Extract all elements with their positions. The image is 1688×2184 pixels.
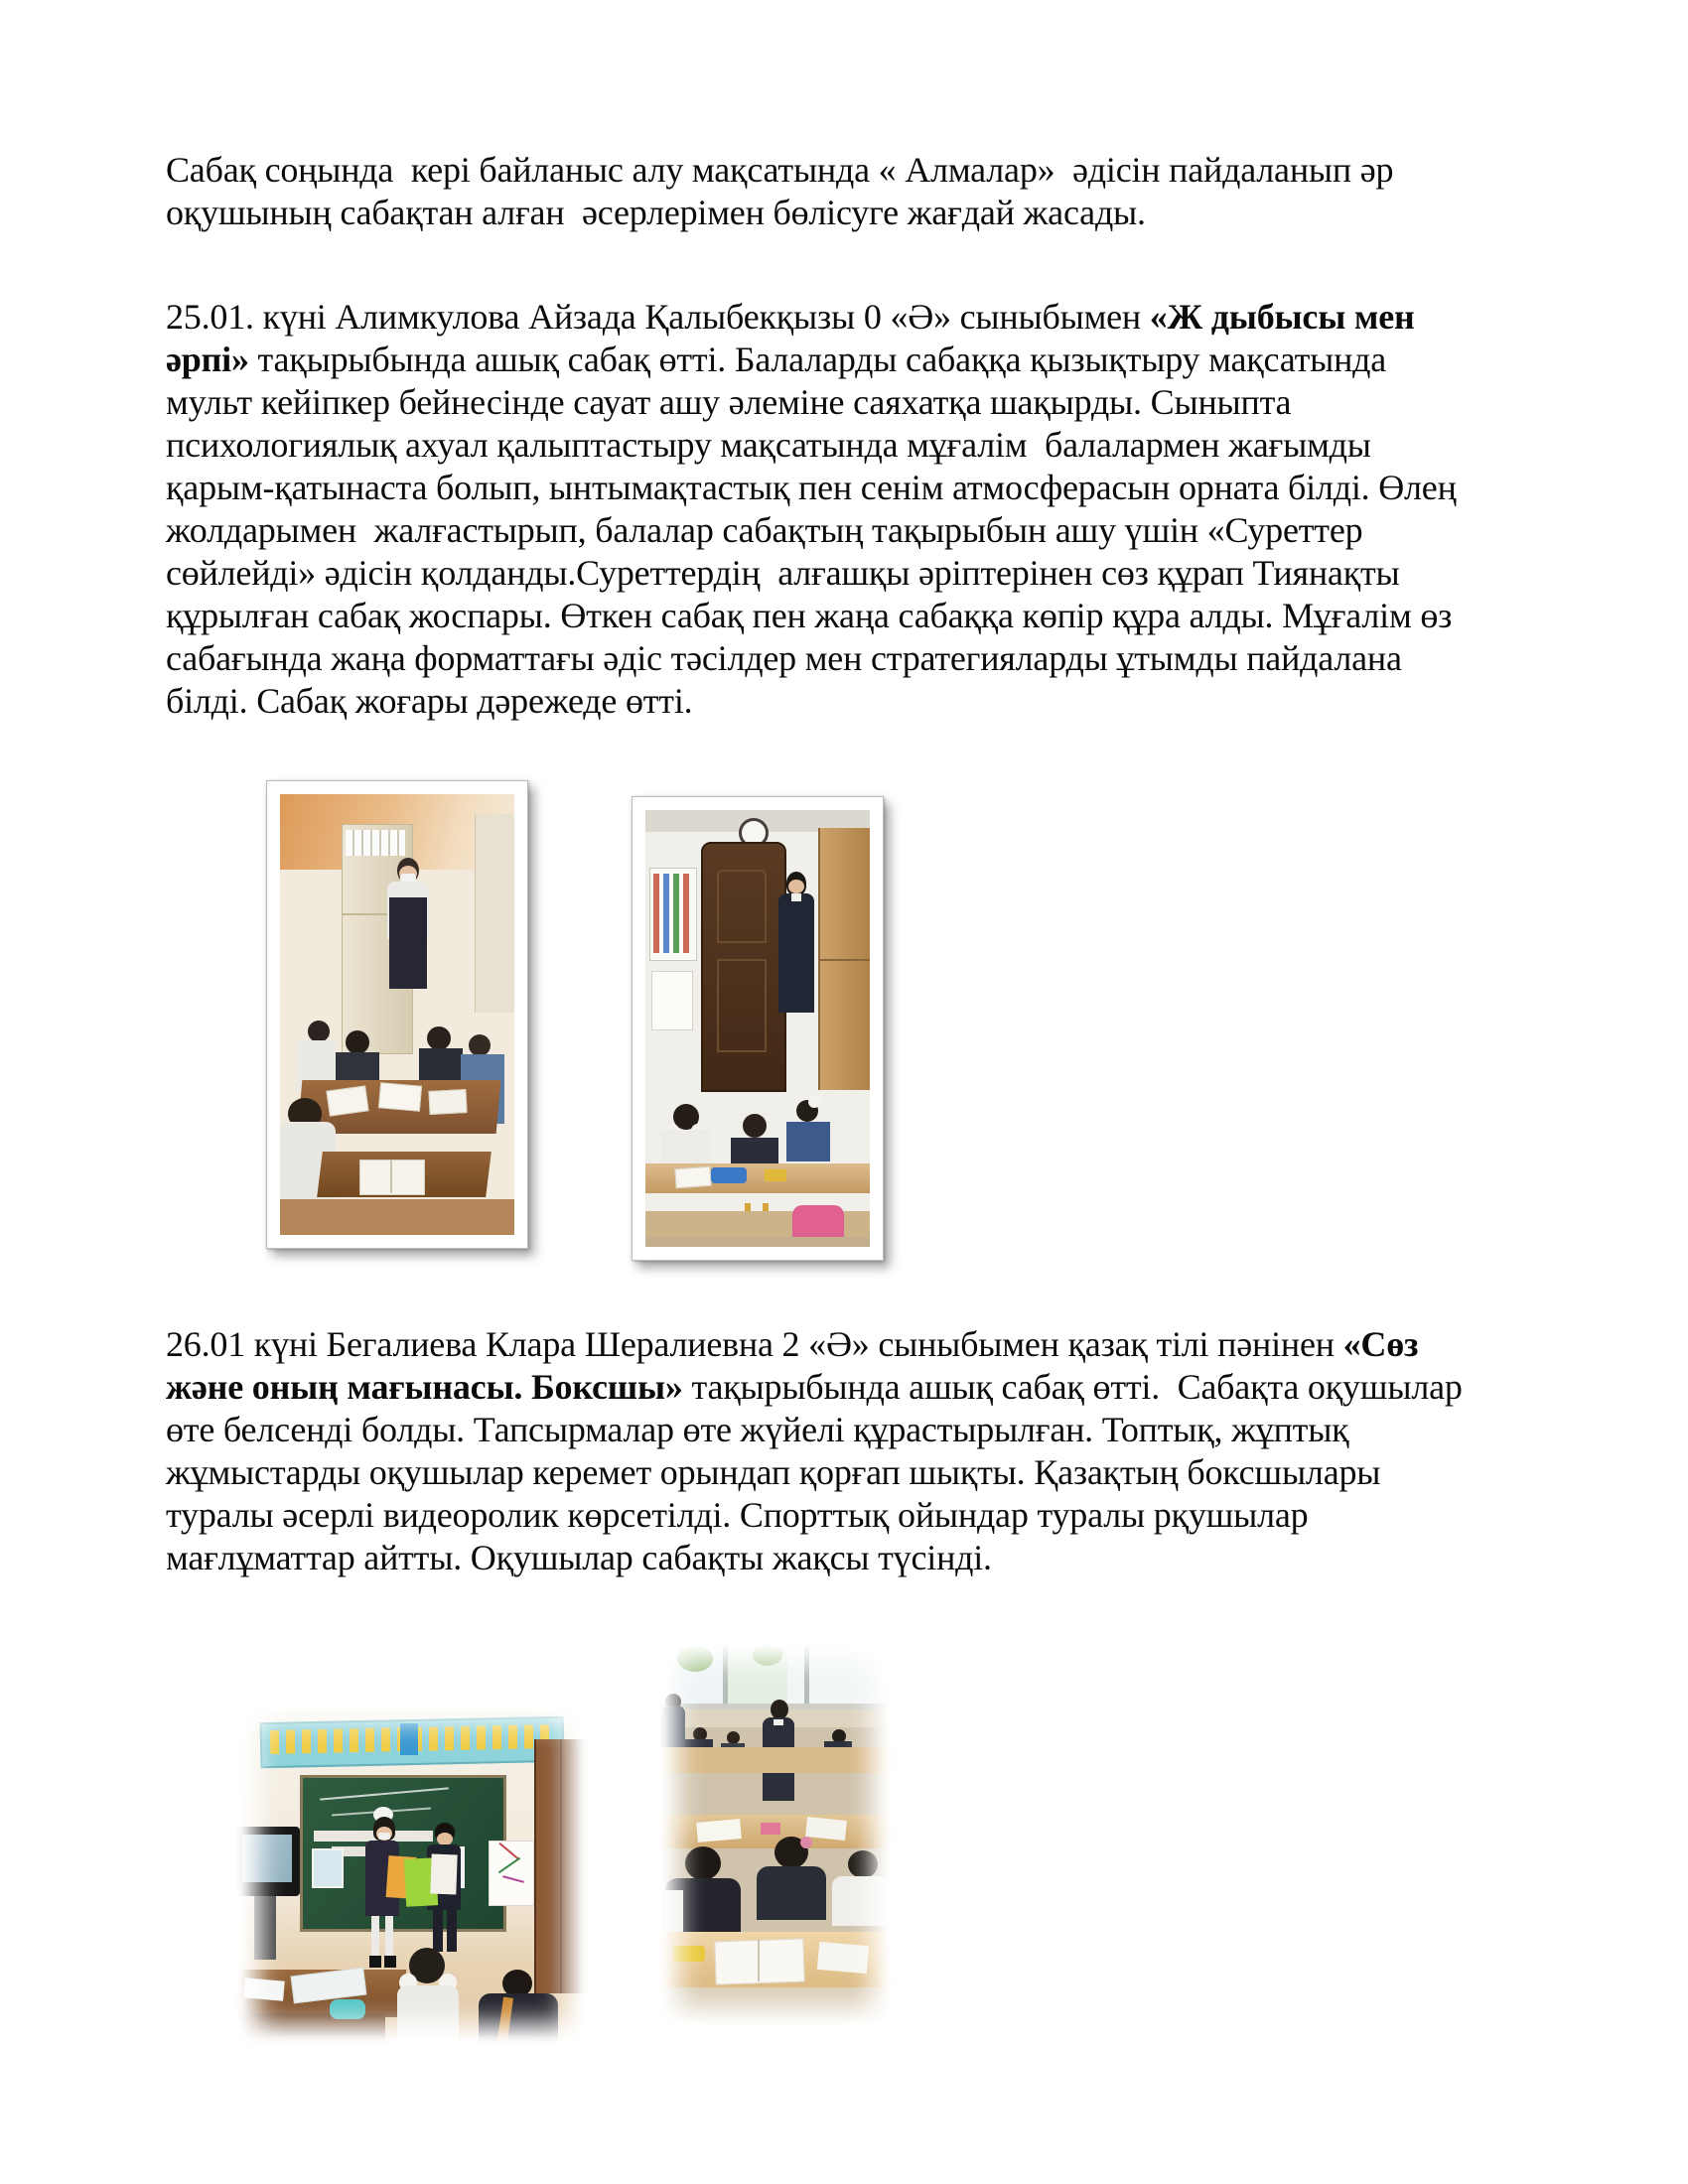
classroom-photo-3: [236, 1700, 588, 2045]
open-book: [696, 1819, 742, 1843]
text-segment: жолдарымен жалғастырып, балалар сабақтың тақырыбын ашу үшін «Суреттер: [166, 510, 1363, 550]
text-line: [166, 296, 1457, 339]
text-line: [166, 595, 1457, 637]
floor: [280, 1199, 514, 1235]
girl-boot: [369, 1956, 381, 1968]
open-book: [359, 1160, 425, 1195]
paper: [817, 1942, 869, 1974]
pupil-blue-jacket: [786, 1122, 830, 1161]
tv-stand: [254, 1896, 276, 1960]
hair-bow: [808, 1096, 820, 1108]
shirt-sleeve: [665, 1890, 683, 1934]
text-line: [166, 424, 1457, 467]
pupil-head: [469, 1034, 491, 1056]
text-line: [166, 552, 1457, 595]
open-book: [378, 1082, 422, 1112]
teacher-vest: [389, 897, 427, 989]
girl-mask: [378, 1833, 390, 1840]
standing-girl-head: [771, 1700, 788, 1719]
open-book: [805, 1817, 847, 1841]
text-line: [166, 680, 1457, 723]
desk-front: [236, 2013, 385, 2045]
pencil-case-pink: [761, 1823, 780, 1835]
open-book: [714, 1938, 804, 1984]
chart-cells: [653, 874, 691, 953]
pupil-head: [848, 1850, 878, 1878]
open-book: [674, 1166, 711, 1188]
classroom-photo-2: [632, 796, 884, 1261]
text-line: [166, 509, 1457, 552]
floor: [645, 1237, 870, 1247]
text-segment: туралы әсерлі видеоролик көрсетілді. Спорттық ойындар туралы рқушылар: [166, 1495, 1309, 1535]
standing-girl-collar: [774, 1719, 783, 1725]
classroom-photo-4: [657, 1640, 894, 2029]
paragraph-lesson-2601: [166, 1323, 1463, 1579]
paper: [243, 1978, 285, 2000]
paragraph-lesson-2501: [166, 296, 1457, 723]
foliage: [677, 1646, 713, 1672]
text-line: [166, 1537, 1463, 1579]
tv-screen: [242, 1835, 292, 1882]
text-segment: сөйлейді» әдісін қолданды.Суреттердің алғашқы әріптерінен сөз құрап Тиянақты: [166, 553, 1400, 593]
far-desk: [657, 1747, 894, 1773]
text-segment: мульт кейіпкер бейнесінде сауат ашу әлеміне саяхатқа шақырды. Сыныпта: [166, 382, 1292, 422]
classroom-photo-3-image: [236, 1700, 588, 2045]
text-line: [166, 637, 1457, 680]
pupil-head: [346, 1030, 369, 1054]
bold-text-segment: «Ж дыбысы мен: [1149, 297, 1415, 337]
text-segment: мағлұматтар айтты. Оқушылар сабақты жақсы түсінді.: [166, 1538, 992, 1577]
bold-text-segment: және оның мағынасы. Боксшы»: [166, 1367, 683, 1407]
hair-tie-pink: [800, 1837, 812, 1848]
classroom-photo-1-image: [280, 794, 514, 1235]
text-line: [166, 381, 1457, 424]
teacher-face: [788, 880, 804, 893]
classroom-photo-4-image: [657, 1640, 894, 2029]
teacher-collar: [791, 893, 801, 901]
foliage: [753, 1644, 782, 1666]
pupil-head: [427, 1026, 451, 1050]
pencil-case-yellow: [673, 1946, 705, 1962]
teacher-outfit: [778, 893, 814, 1013]
text-line: [166, 339, 1457, 381]
text-segment: білді. Сабақ жоғары дәрежеде өтті.: [166, 681, 693, 721]
text-segment: 25.01. күні Алимкулова Айзада Қалыбекқызы 0 «Ә» сыныбымен: [166, 297, 1150, 337]
pupil-blouse: [397, 1985, 459, 2045]
poster-sheet-white: [430, 1854, 457, 1895]
text-segment: Сабақ соңында кері байланыс алу мақсатында « Алмалар» әдісін пайдаланып әр: [166, 150, 1394, 190]
board-picture: [312, 1848, 344, 1888]
pupil-shirt: [832, 1876, 890, 1926]
pupil-head: [685, 1846, 721, 1880]
classroom-photo-2-image: [645, 810, 870, 1247]
text-line: [166, 149, 1393, 192]
pupil-head: [308, 1021, 330, 1042]
door: [475, 814, 514, 1013]
pencil-case-turquoise: [330, 1999, 365, 2019]
open-book: [428, 1089, 467, 1115]
frieze-emblem: [400, 1723, 418, 1755]
text-segment: қарым-қатынаста болып, ынтымақтастық пен сенім атмосферасын орната білді. Өлең: [166, 468, 1457, 507]
fireworks-poster: [489, 1841, 534, 1906]
bold-text-segment: «Сөз: [1342, 1324, 1419, 1364]
window-frame: [723, 1640, 728, 1706]
text-line: [166, 1323, 1463, 1366]
text-segment: тақырыбында ашық сабақ өтті. Сабақта оқушылар: [682, 1367, 1463, 1407]
text-line: [166, 1366, 1463, 1409]
text-line: [166, 1409, 1463, 1451]
text-segment: өте белсенді болды. Тапсырмалар өте жүйелі құрастырылған. Топтық, жұптық: [166, 1410, 1349, 1449]
girl-leg: [385, 1916, 393, 1960]
text-segment: жұмыстарды оқушылар керемет орындап қорғап шықты. Қазақтың боксшылары: [166, 1452, 1381, 1492]
classroom-photo-1: [266, 780, 528, 1249]
floor: [657, 1987, 894, 2029]
text-line: [166, 467, 1457, 509]
window-frame: [804, 1640, 809, 1706]
pupil-jacket: [479, 1993, 558, 2045]
cabinet-line: [818, 959, 870, 961]
poster: [651, 971, 693, 1030]
boy-leg: [433, 1910, 443, 1952]
text-segment: психологиялық ахуал қалыптастыру мақсатында мұғалім балалармен жағымды: [166, 425, 1371, 465]
text-line: [166, 1451, 1463, 1494]
door-panel: [717, 959, 767, 1052]
book-spine: [390, 1160, 392, 1193]
text-line: [166, 192, 1393, 234]
door-panel: [717, 870, 767, 943]
pencil-case-blue: [711, 1167, 747, 1183]
pupil-head: [743, 1114, 767, 1138]
bold-text-segment: әрпі»: [166, 340, 249, 379]
text-segment: оқушының сабақтан алған әсерлерімен бөлісуге жағдай жасады.: [166, 193, 1146, 232]
open-book: [326, 1085, 368, 1116]
text-segment: тақырыбында ашық сабақ өтті. Балаларды сабаққа қызықтыру мақсатында: [248, 340, 1387, 379]
folders: [346, 830, 405, 856]
text-line: [166, 1494, 1463, 1537]
pupil-vest: [757, 1866, 826, 1920]
text-segment: сабағында жаңа форматтағы әдіс тәсілдер мен стратегияларды ұтымды пайдалана: [166, 638, 1402, 678]
boy-leg: [447, 1910, 457, 1952]
paragraph-feedback: [166, 149, 1393, 234]
text-segment: құрылған сабақ жоспары. Өткен сабақ пен жаңа сабаққа көпір құра алды. Мұғалім өз: [166, 596, 1453, 635]
wardrobe-door-line: [560, 1739, 562, 1993]
pencil-case-yellow: [765, 1169, 786, 1181]
girl-boot: [384, 1956, 396, 1968]
text-segment: 26.01 күні Бегалиева Клара Шералиевна 2 «Ә» сыныбымен қазақ тілі пәнінен: [166, 1324, 1343, 1364]
book-spine: [758, 1940, 760, 1981]
girl-leg: [371, 1916, 379, 1960]
